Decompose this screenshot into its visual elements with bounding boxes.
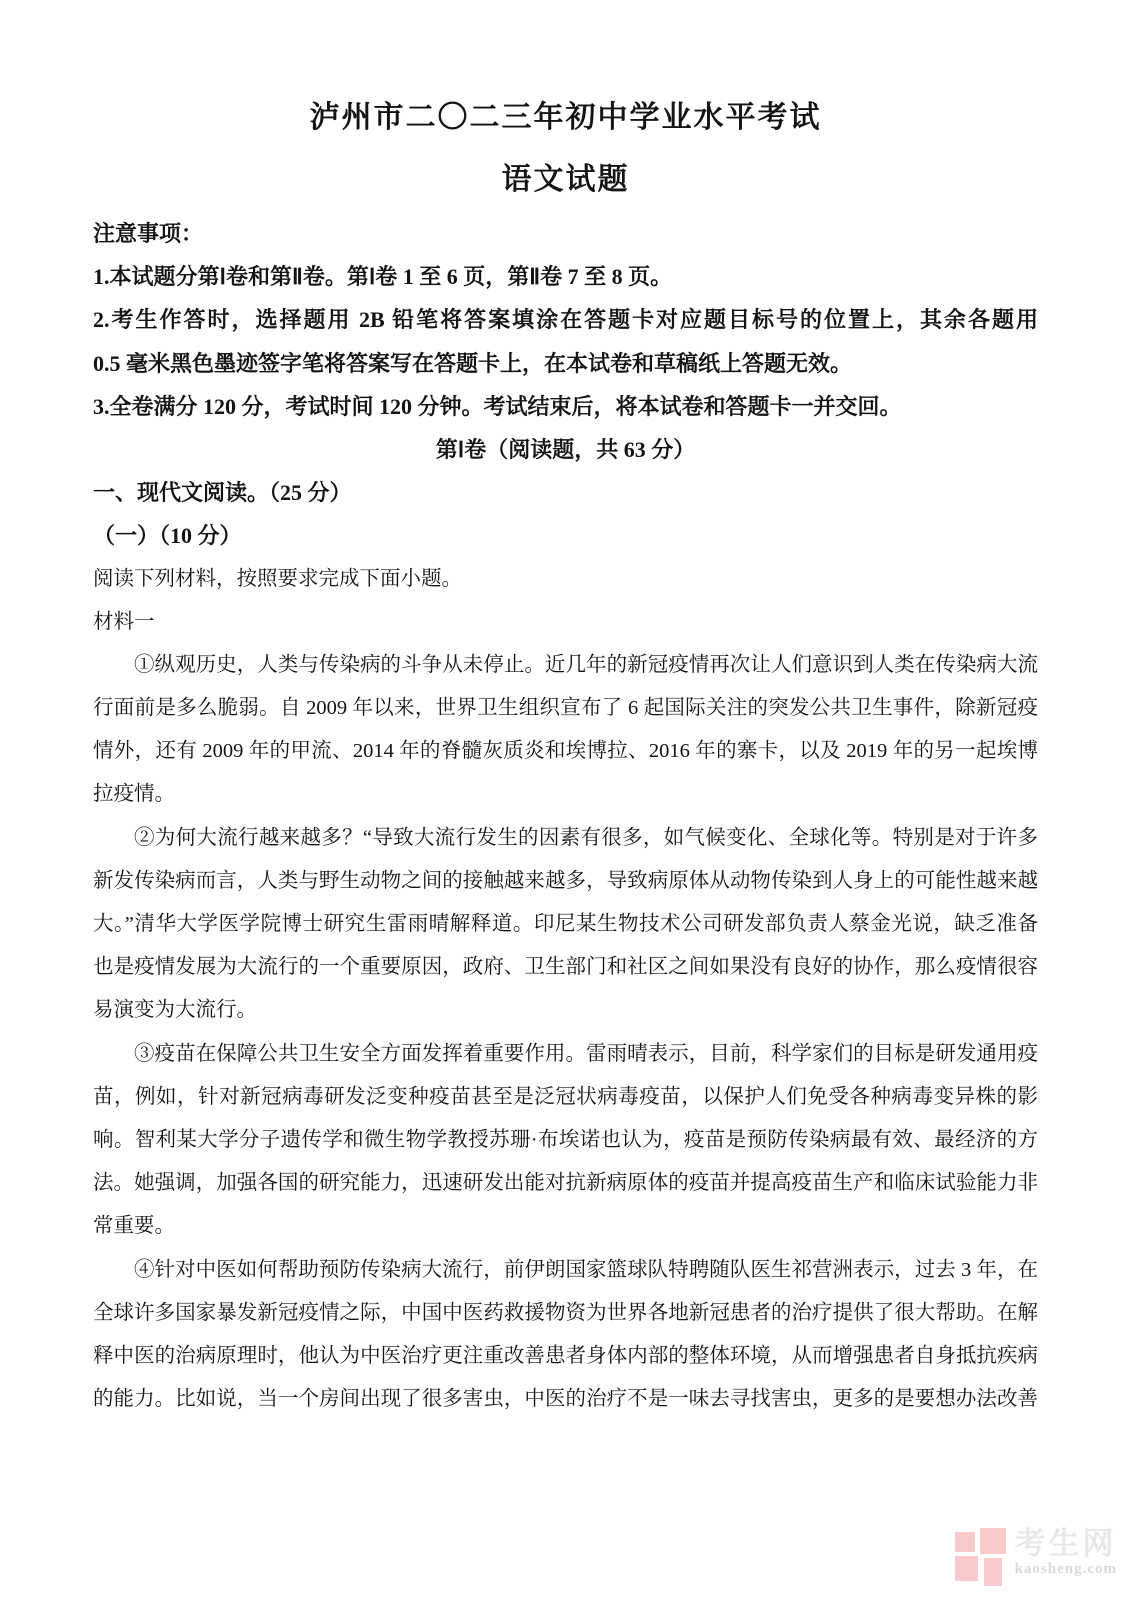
reading-instruction: 阅读下列材料，按照要求完成下面小题。 [93, 567, 462, 590]
notice-item-3: 3.全卷满分 120 分，考试时间 120 分钟。考试结束后，将本试卷和答题卡一并交回。 [93, 393, 902, 419]
paragraph-1-line: ①纵观历史，人类与传染病的斗争从未停止。近几年的新冠疫情再次让人们意识到人类在传染病大流 [134, 653, 1038, 676]
paragraph-4-line: 释中医的治病原理时，他认为中医治疗更注重改善患者身体内部的整体环境，从而增强患者自身抵抗疾病 [93, 1344, 1038, 1367]
paragraph-1-line: 情外，还有 2009 年的甲流、2014 年的脊髓灰质炎和埃博拉、2016 年的寨卡，以及 2019 年的另一起埃博 [93, 740, 1038, 763]
watermark-text [1015, 1528, 1117, 1578]
page-content [93, 0, 1038, 1421]
kaosheng-watermark [955, 1528, 1117, 1586]
notice-heading: 注意事项： [93, 221, 204, 246]
logo-block [955, 1556, 978, 1581]
paragraph-3-line: 响。智利某大学分子遗传学和微生物学教授苏珊·布埃诺也认为，疫苗是预防传染病最有效、最经济的方 [93, 1128, 1038, 1151]
watermark-site-name: 考生网 [1014, 1526, 1117, 1561]
paragraph-1-line: 拉疫情。 [93, 783, 175, 806]
paragraph-3-line: ③疫苗在保障公共卫生安全方面发挥着重要作用。雷雨晴表示，目前，科学家们的目标是研发通用疫 [134, 1042, 1038, 1065]
paragraph-2-line: ②为何大流行越来越多？“导致大流行发生的因素有很多，如气候变化、全球化等。特别是对于许多 [134, 826, 1038, 849]
document-title: 泸州市二〇二三年初中学业水平考试 [309, 101, 822, 134]
notice-item-1: 1.本试题分第Ⅰ卷和第Ⅱ卷。第Ⅰ卷 1 至 6 页，第Ⅱ卷 7 至 8 页。 [93, 264, 673, 290]
logo-block [955, 1532, 975, 1552]
notice-item-2-line-1: 2.考生作答时，选择题用 2B 铅笔将答案填涂在答题卡对应题目标号的位置上，其余各题用 [93, 307, 1038, 333]
notice-item-2-line-2: 0.5 毫米黑色墨迹签字笔将答案写在答题卡上，在本试卷和草稿纸上答题无效。 [93, 350, 853, 376]
logo-block [980, 1528, 1006, 1554]
paragraph-2-line: 大。”清华大学医学院博士研究生雷雨晴解释道。印尼某生物技术公司研发部负责人蔡金光说，缺乏准备 [93, 913, 1038, 935]
paragraph-3-line: 法。她强调，加强各国的研究能力，迅速研发出能对抗新病原体的疫苗并提高疫苗生产和临床试验能力非 [93, 1172, 1038, 1195]
logo-block [984, 1558, 1002, 1586]
volume-heading: 第Ⅰ卷（阅读题，共 63 分） [435, 436, 696, 462]
paragraph-4-line: ④针对中医如何帮助预防传染病大流行，前伊朗国家篮球队特聘随队医生祁营洲表示，过去 3 年，在 [134, 1258, 1038, 1281]
paragraph-2-line: 新发传染病而言，人类与野生动物之间的接触越来越多，导致病原体从动物传染到人身上的可能性越来越 [93, 869, 1038, 892]
paragraph-3-line: 常重要。 [93, 1215, 175, 1238]
paragraph-2-line: 易演变为大流行。 [93, 999, 257, 1022]
paragraph-4-line: 的能力。比如说，当一个房间出现了很多害虫，中医的治疗不是一味去寻找害虫，更多的是要想办法改善 [93, 1388, 1038, 1411]
material-one-label: 材料一 [93, 610, 155, 633]
paragraph-1-line: 行面前是多么脆弱。自 2009 年以来，世界卫生组织宣布了 6 起国际关注的突发公共卫生事件，除新冠疫 [93, 697, 1038, 720]
document-subtitle: 语文试题 [501, 163, 630, 196]
document-body [93, 212, 1038, 1421]
section-heading: 一、现代文阅读。（25 分） [93, 480, 352, 506]
paragraph-3-line: 苗，例如，针对新冠病毒研发泛变种疫苗甚至是泛冠状病毒疫苗，以保护人们免受各种病毒变异株的影 [93, 1085, 1038, 1108]
paragraph-2-line: 也是疫情发展为大流行的一个重要原因，政府、卫生部门和社区之间如果没有良好的协作，那么疫情很容 [93, 956, 1038, 979]
subsection-heading: （一）（10 分） [93, 523, 242, 549]
paragraph-4-line: 全球许多国家暴发新冠疫情之际，中国中医药救援物资为世界各地新冠患者的治疗提供了很大帮助。在解 [93, 1301, 1038, 1324]
watermark-site-url: kaosheng.com [1014, 1561, 1117, 1577]
kaosheng-logo-icon [955, 1528, 1007, 1586]
